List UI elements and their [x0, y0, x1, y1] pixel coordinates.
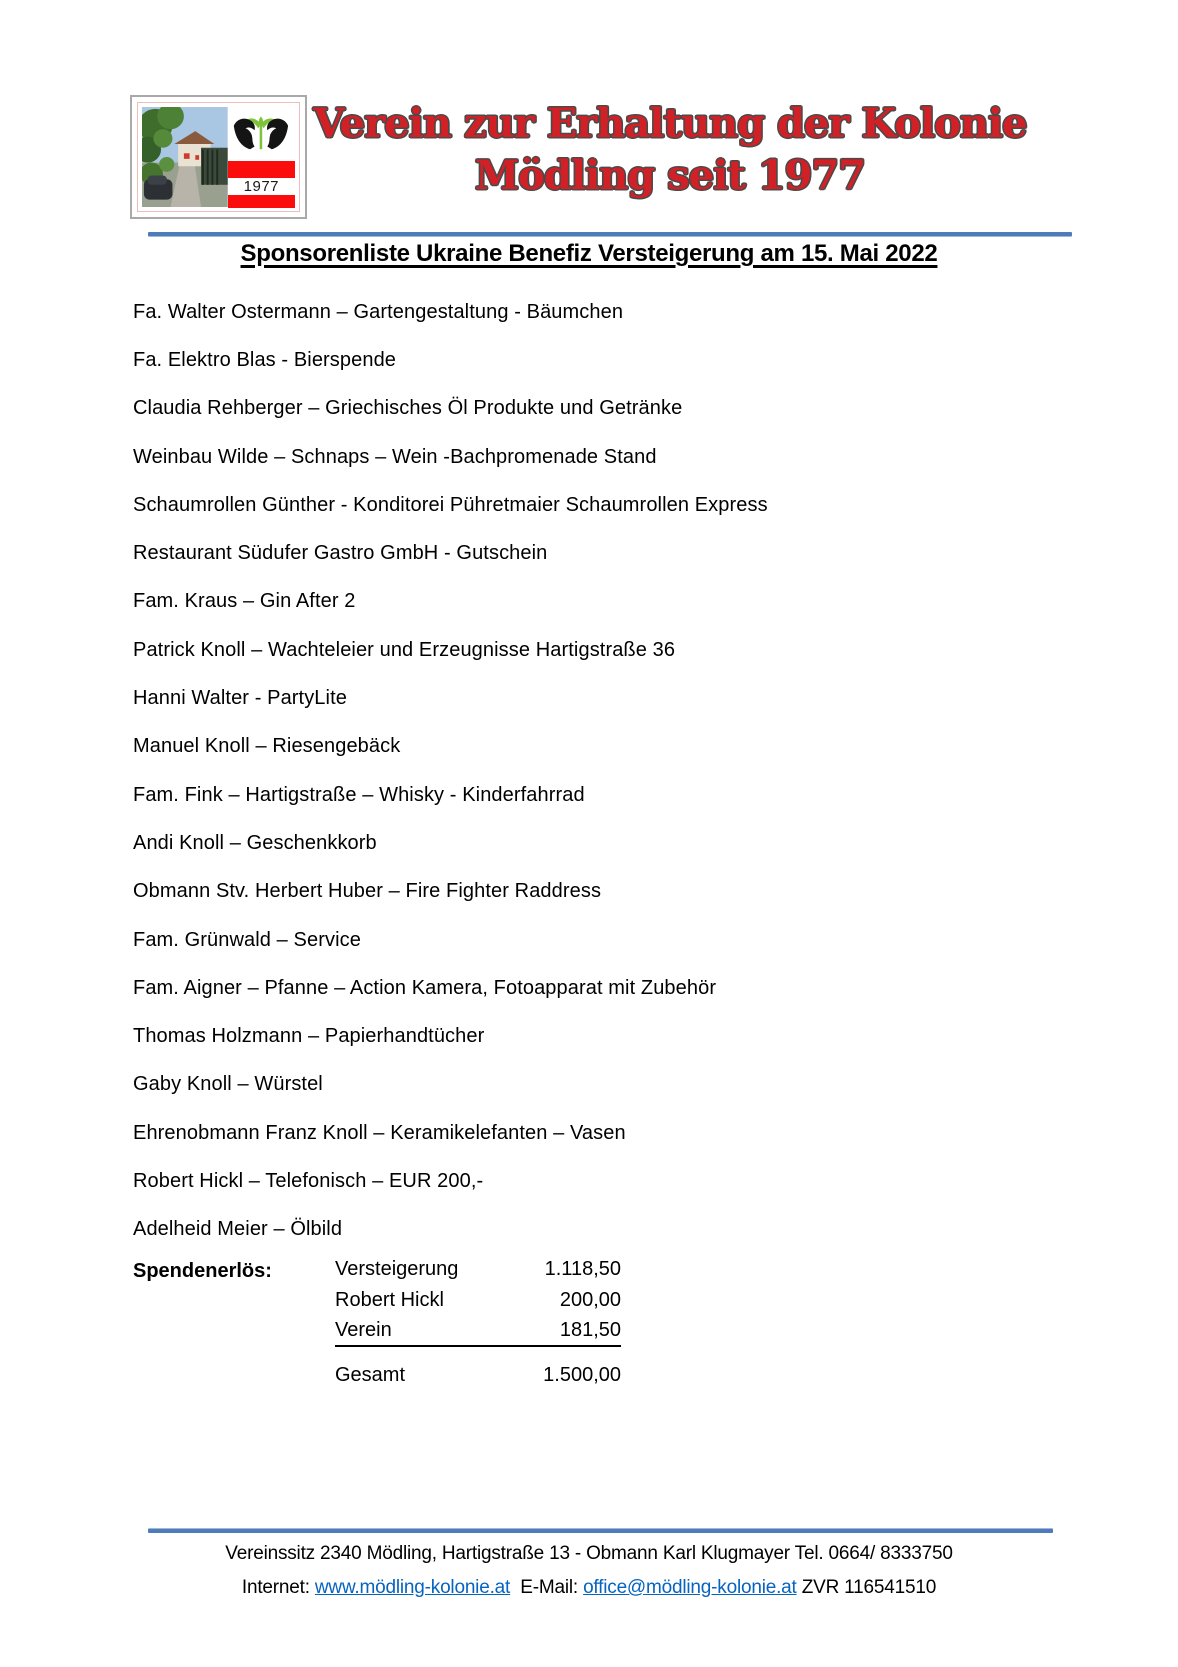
club-emblem — [228, 107, 295, 207]
list-item: Ehrenobmann Franz Knoll – Keramikelefanten – Vasen — [133, 1121, 626, 1144]
organization-title-line1: Verein zur Erhaltung der Kolonie — [313, 100, 1027, 147]
organization-title — [300, 98, 1040, 202]
summary-total-row — [335, 1364, 621, 1387]
list-item: Weinbau Wilde – Schnaps – Wein -Bachpromenade Stand — [133, 445, 657, 468]
footer-internet-label: Internet: — [241, 1577, 315, 1598]
list-item: Fam. Fink – Hartigstraße – Whisky - Kinderfahrrad — [133, 783, 585, 806]
donation-summary — [133, 1258, 621, 1387]
list-item: Manuel Knoll – Riesengebäck — [133, 735, 401, 758]
logo-year: 1977 — [228, 178, 295, 195]
header-divider — [148, 232, 1072, 236]
street-photo — [142, 107, 228, 207]
list-item: Fam. Kraus – Gin After 2 — [133, 590, 356, 613]
organization-title-line2: Mödling seit 1977 — [474, 152, 866, 199]
summary-table — [335, 1258, 621, 1387]
list-item: Fam. Aigner – Pfanne – Action Kamera, Fotoapparat mit Zubehör — [133, 976, 717, 999]
summary-row-amount: 200,00 — [559, 1288, 621, 1311]
footer-divider — [148, 1529, 1053, 1533]
summary-rows — [335, 1258, 621, 1347]
summary-label: Spendenerlös: — [133, 1260, 272, 1282]
list-item: Andi Knoll – Geschenkkorb — [133, 831, 377, 854]
sponsor-list — [133, 288, 1045, 1254]
list-item: Robert Hickl – Telefonisch – EUR 200,- — [133, 1169, 484, 1192]
list-item: Patrick Knoll – Wachteleier und Erzeugnisse Hartigstraße 36 — [133, 638, 676, 661]
club-logo-inner — [137, 102, 300, 212]
summary-row-name: Verein — [335, 1319, 392, 1341]
summary-total-label: Gesamt — [335, 1364, 406, 1386]
summary-row — [335, 1258, 621, 1289]
list-item: Obmann Stv. Herbert Huber – Fire Fighter Raddress — [133, 880, 602, 903]
summary-row-name: Robert Hickl — [335, 1288, 444, 1311]
list-item: Gaby Knoll – Würstel — [133, 1073, 323, 1096]
document-heading: Sponsorenliste Ukraine Benefiz Versteigerung am 15. Mai 2022 — [240, 240, 938, 267]
list-item: Hanni Walter - PartyLite — [133, 687, 347, 710]
summary-row-name: Versteigerung — [335, 1258, 459, 1280]
website-link[interactable]: www.mödling-kolonie.at — [314, 1577, 511, 1598]
club-logo — [130, 95, 307, 219]
list-item: Adelheid Meier – Ölbild — [133, 1218, 343, 1241]
list-item: Claudia Rehberger – Griechisches Öl Produkte und Getränke — [133, 397, 683, 420]
summary-row-amount: 1.118,50 — [544, 1258, 621, 1280]
list-item: Thomas Holzmann – Papierhandtücher — [133, 1025, 485, 1048]
summary-row — [335, 1289, 621, 1320]
logo-red-stripe-top — [228, 161, 295, 178]
footer-zvr: ZVR 116541510 — [796, 1577, 937, 1598]
logo-red-stripe-bottom — [228, 195, 295, 208]
footer-contacts — [133, 1577, 1045, 1599]
summary-row — [335, 1319, 621, 1347]
summary-row-amount: 181,50 — [559, 1319, 621, 1341]
list-item: Schaumrollen Günther - Konditorei Pühretmaier Schaumrollen Express — [133, 493, 768, 516]
email-link[interactable]: office@mödling-kolonie.at — [583, 1577, 797, 1598]
footer-email-label: E-Mail: — [510, 1577, 584, 1598]
footer-address: Vereinssitz 2340 Mödling, Hartigstraße 13 - Obmann Karl Klugmayer Tel. 0664/ 8333750 — [225, 1543, 953, 1564]
list-item: Fam. Grünwald – Service — [133, 928, 361, 951]
hands-plant-icon — [228, 107, 295, 161]
list-item: Restaurant Südufer Gastro GmbH - Gutschein — [133, 542, 548, 565]
list-item: Fa. Elektro Blas - Bierspende — [133, 348, 397, 371]
summary-total-amount: 1.500,00 — [543, 1364, 621, 1386]
list-item: Fa. Walter Ostermann – Gartengestaltung - Bäumchen — [133, 300, 624, 323]
